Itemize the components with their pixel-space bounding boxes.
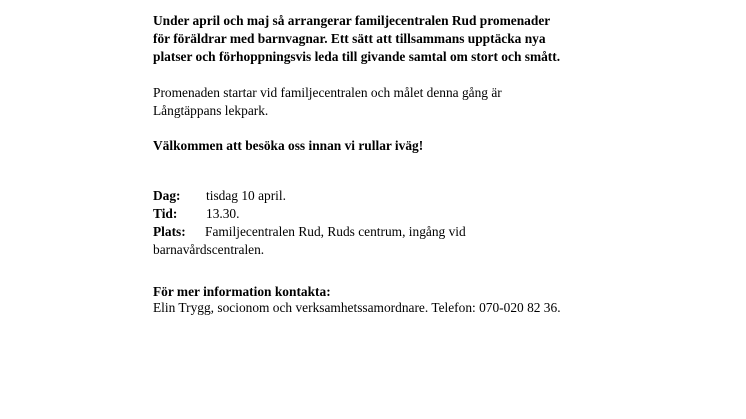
place-value-continued: barnavårdscentralen. — [153, 242, 265, 257]
start-paragraph — [153, 84, 633, 120]
time-row — [153, 205, 239, 223]
contact-text: Elin Trygg, socionom och verksamhetssamordnare. Telefon: 070-020 82 36. — [153, 300, 561, 315]
day-value: tisdag 10 april. — [206, 188, 286, 203]
day-label: Dag: — [153, 188, 181, 203]
start-line: Promenaden startar vid familjecentralen och målet denna gång är — [153, 85, 502, 100]
place-value: Familjecentralen Rud, Ruds centrum, ingång vid — [205, 224, 466, 239]
place-row — [153, 223, 466, 241]
start-line: Långtäppans lekpark. — [153, 103, 269, 119]
intro-line: platser och förhoppningsvis leda till givande samtal om stort och smått. — [153, 49, 561, 65]
intro-paragraph — [153, 12, 633, 67]
place-label: Plats: — [153, 224, 186, 239]
intro-line: Under april och maj så arrangerar familjecentralen Rud promenader — [153, 13, 551, 28]
contact-heading: För mer information kontakta: — [153, 284, 331, 299]
time-value: 13.30. — [206, 206, 240, 221]
welcome-text: Välkommen att besöka oss innan vi rullar iväg! — [153, 138, 424, 153]
day-row — [153, 187, 286, 205]
time-label: Tid: — [153, 206, 178, 221]
intro-line: för föräldrar med barnvagnar. Ett sätt att tillsammans upptäcka nya — [153, 31, 546, 47]
